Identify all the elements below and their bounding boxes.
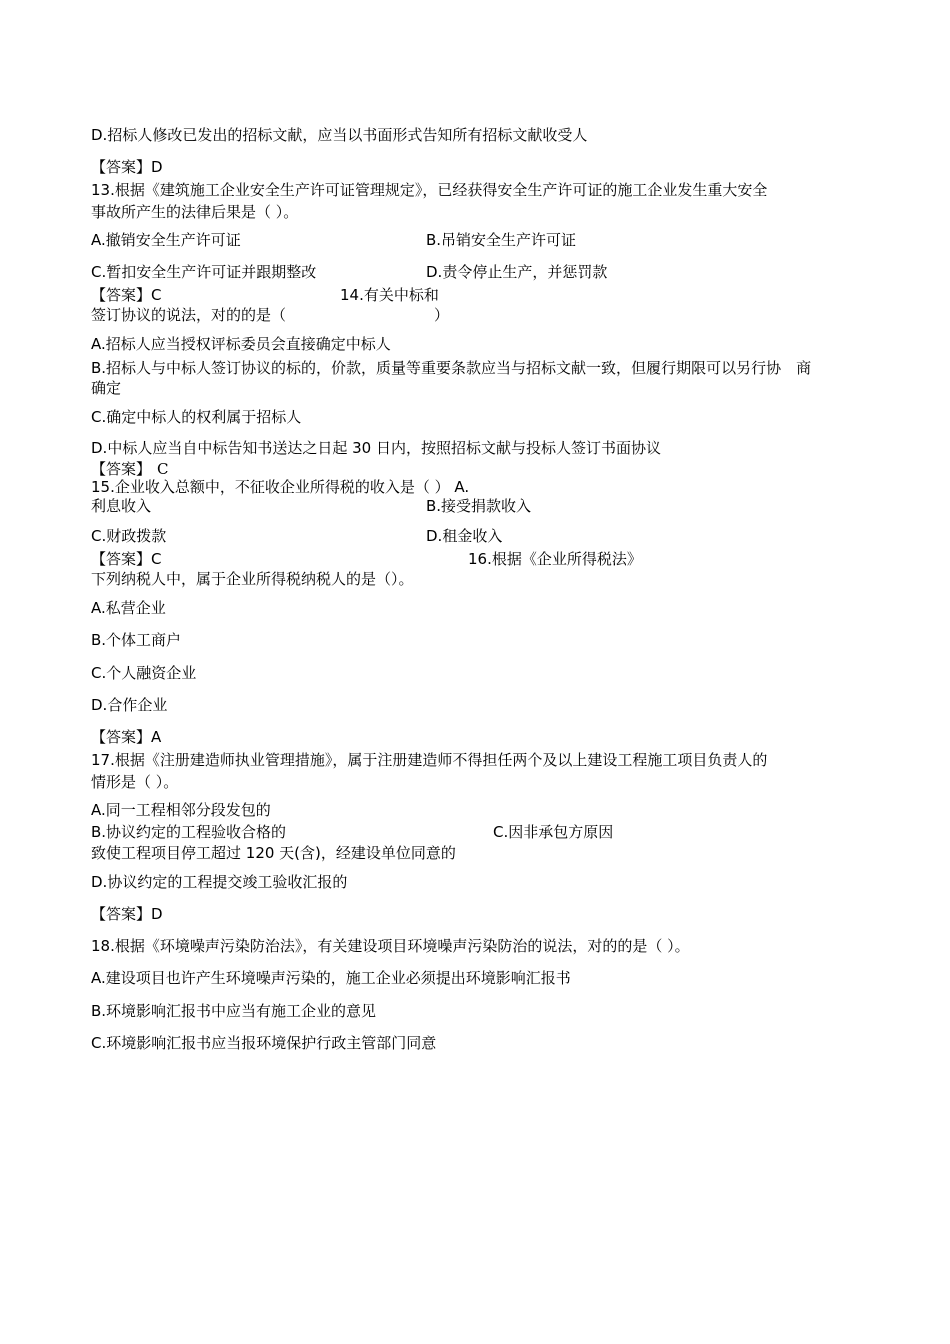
question-17-line1: 17.根据《注册建造师执业管理措施》，属于注册建造师不得担任两个及以上建设工程施工项目负责人的 — [91, 751, 768, 769]
option-13-a: A.撤销安全生产许可证 — [91, 231, 241, 249]
question-18: 18.根据《环境噪声污染防治法》，有关建设项目环境噪声污染防治的说法，对的的是（ ）。 — [91, 937, 690, 955]
option-17-c-line1: C.因非承包方原因 — [493, 823, 614, 841]
answer-12: 【答案】D — [91, 158, 163, 176]
option-13-d: D.责令停止生产，并惩罚款 — [426, 263, 608, 281]
option-18-c: C.环境影响汇报书应当报环境保护行政主管部门同意 — [91, 1034, 437, 1052]
answer-14-value: C — [157, 460, 169, 478]
option-13-c: C.暂扣安全生产许可证并跟期整改 — [91, 263, 317, 281]
option-16-d: D.合作企业 — [91, 696, 168, 714]
option-17-c-line2: 致使工程项目停工超过 120 天(含)，经建设单位同意的 — [91, 844, 456, 862]
option-17-a: A.同一工程相邻分段发包的 — [91, 801, 271, 819]
option-18-b: B.环境影响汇报书中应当有施工企业的意见 — [91, 1002, 377, 1020]
question-14-line1: 14.有关中标和 — [340, 286, 439, 304]
question-14-line2: 签订协议的说法，对的的是（ — [91, 306, 287, 324]
answer-16: 【答案】A — [91, 728, 162, 746]
option-16-b: B.个体工商户 — [91, 631, 182, 649]
option-15-a: 利息收入 — [91, 497, 152, 515]
question-17-line2: 情形是（ ）。 — [91, 773, 179, 791]
option-15-d: D.租金收入 — [426, 527, 503, 545]
option-14-b-line2: 确定 — [91, 379, 122, 397]
option-14-c: C.确定中标人的权利属于招标人 — [91, 408, 302, 426]
option-17-d: D.协议约定的工程提交竣工验收汇报的 — [91, 873, 348, 891]
option-16-c: C.个人融资企业 — [91, 664, 197, 682]
option-12-d: D.招标人修改已发出的招标文献，应当以书面形式告知所有招标文献收受人 — [91, 126, 588, 144]
question-15: 15.企业收入总额中，不征收企业所得税的收入是（ ） A. — [91, 478, 470, 496]
option-13-b: B.吊销安全生产许可证 — [426, 231, 577, 249]
option-15-c: C.财政拨款 — [91, 527, 167, 545]
answer-15: 【答案】C — [91, 550, 162, 568]
option-17-b: B.协议约定的工程验收合格的 — [91, 823, 287, 841]
question-16-line1: 16.根据《企业所得税法》 — [468, 550, 642, 568]
option-18-a: A.建设项目也许产生环境噪声污染的，施工企业必须提出环境影响汇报书 — [91, 969, 571, 987]
answer-13: 【答案】C — [91, 286, 162, 304]
option-14-d: D.中标人应当自中标告知书送达之日起 30 日内，按照招标文献与投标人签订书面协议 — [91, 439, 661, 457]
question-16-line2: 下列纳税人中，属于企业所得税纳税人的是（）。 — [91, 570, 414, 588]
question-14-paren: ） — [434, 306, 450, 324]
answer-14-label: 【答案】 — [91, 460, 152, 478]
answer-17: 【答案】D — [91, 905, 163, 923]
option-14-b-line1: B.招标人与中标人签订协议的标的，价款，质量等重要条款应当与招标文献一致，但履行期限可以另行协 商 — [91, 359, 812, 377]
option-14-a: A.招标人应当授权评标委员会直接确定中标人 — [91, 335, 391, 353]
option-16-a: A.私营企业 — [91, 599, 166, 617]
option-15-b: B.接受捐款收入 — [426, 497, 532, 515]
question-13-line1: 13.根据《建筑施工企业安全生产许可证管理规定》，已经获得安全生产许可证的施工企业发生重大安全 — [91, 181, 768, 199]
question-13-line2: 事故所产生的法律后果是（ ）。 — [91, 203, 299, 221]
